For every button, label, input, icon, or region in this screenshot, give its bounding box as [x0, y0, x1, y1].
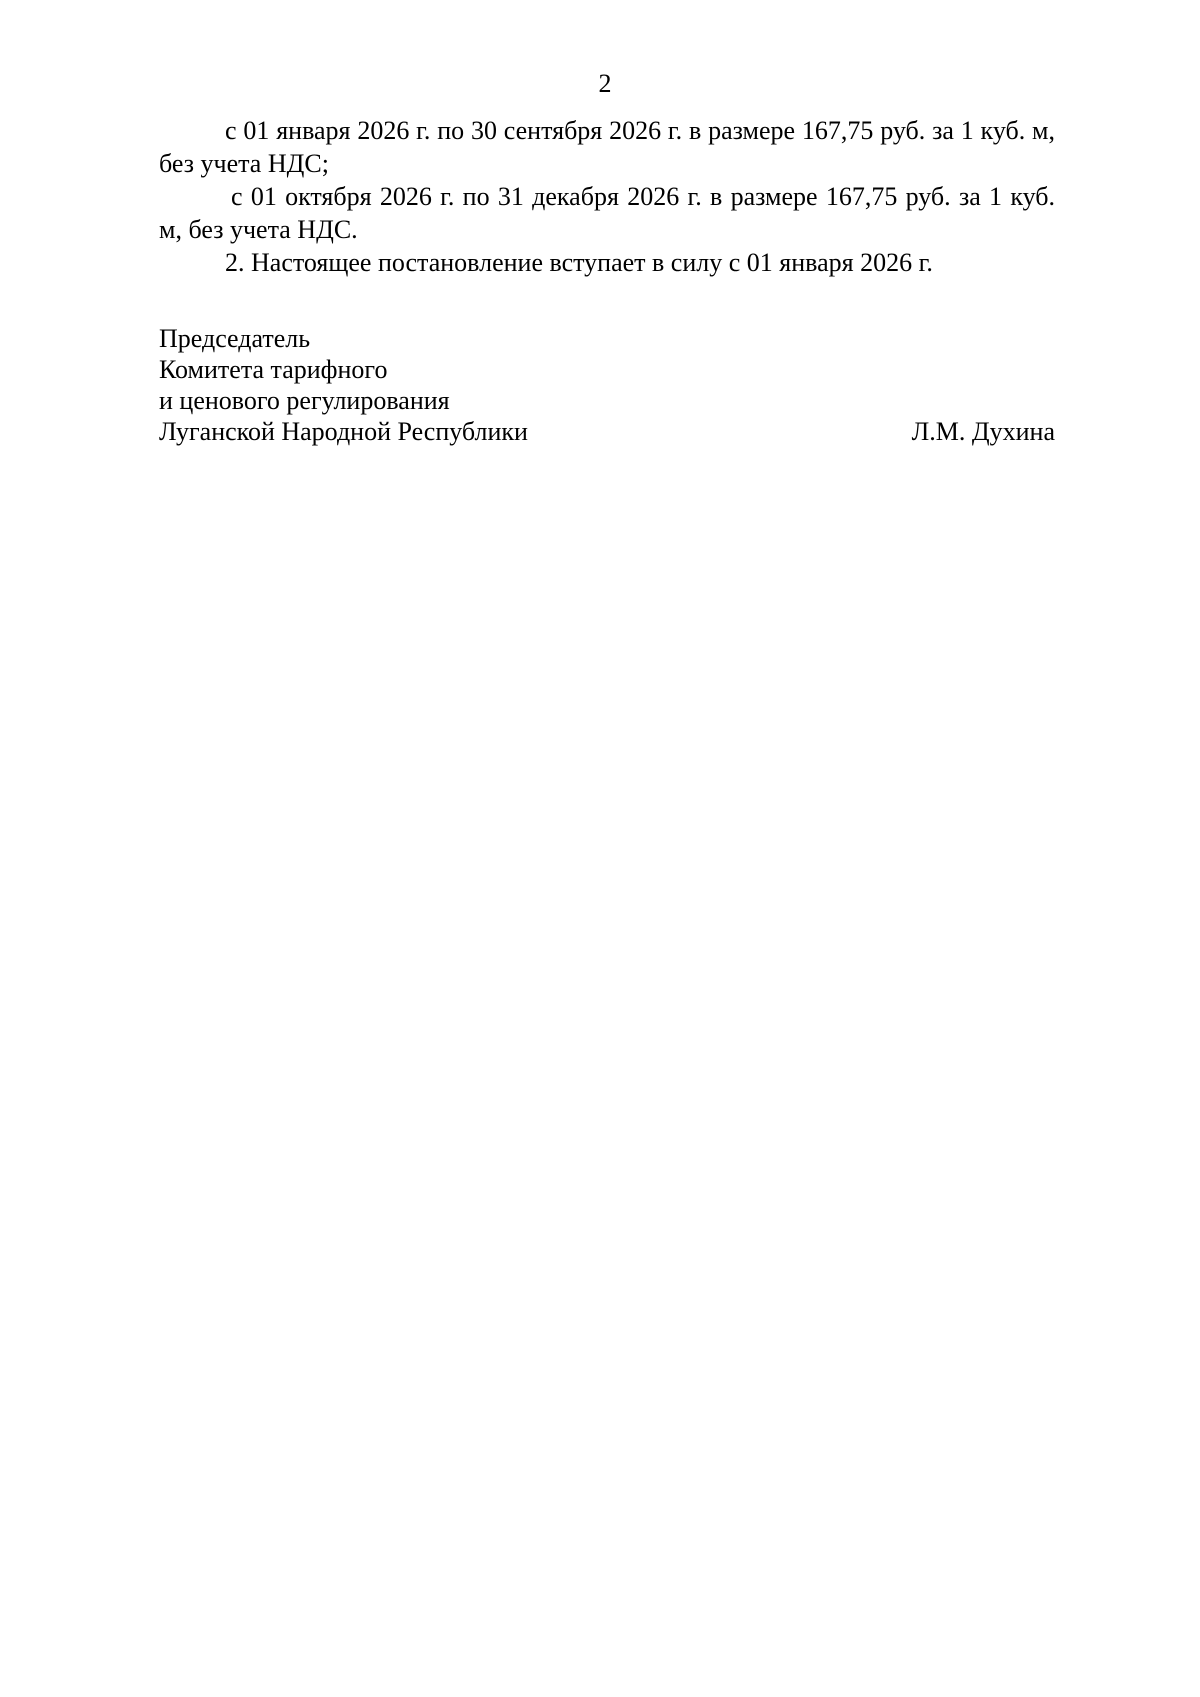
signer-name: Л.М. Духина	[911, 417, 1055, 446]
signer-position-line-3: и ценового регулирования	[159, 386, 450, 415]
document-body	[159, 114, 1055, 279]
signature-final-row	[159, 416, 1055, 447]
signature-block	[159, 323, 1055, 447]
signer-position-line-4: Луганской Народной Республики	[159, 417, 528, 446]
signer-position-line-1: Председатель	[159, 324, 311, 353]
tariff-period-paragraph-2: с 01 октября 2026 г. по 31 декабря 2026 г. в размере 167,75 руб. за 1 куб. м, без учета НДС.	[159, 182, 1055, 244]
effective-date-paragraph: 2. Настоящее постановление вступает в силу с 01 января 2026 г.	[225, 248, 933, 277]
tariff-period-paragraph-1: с 01 января 2026 г. по 30 сентября 2026 г. в размере 167,75 руб. за 1 куб. м, без учета НДС;	[159, 116, 1055, 178]
signer-position-line-2: Комитета тарифного	[159, 355, 388, 384]
page-number: 2	[598, 69, 612, 98]
